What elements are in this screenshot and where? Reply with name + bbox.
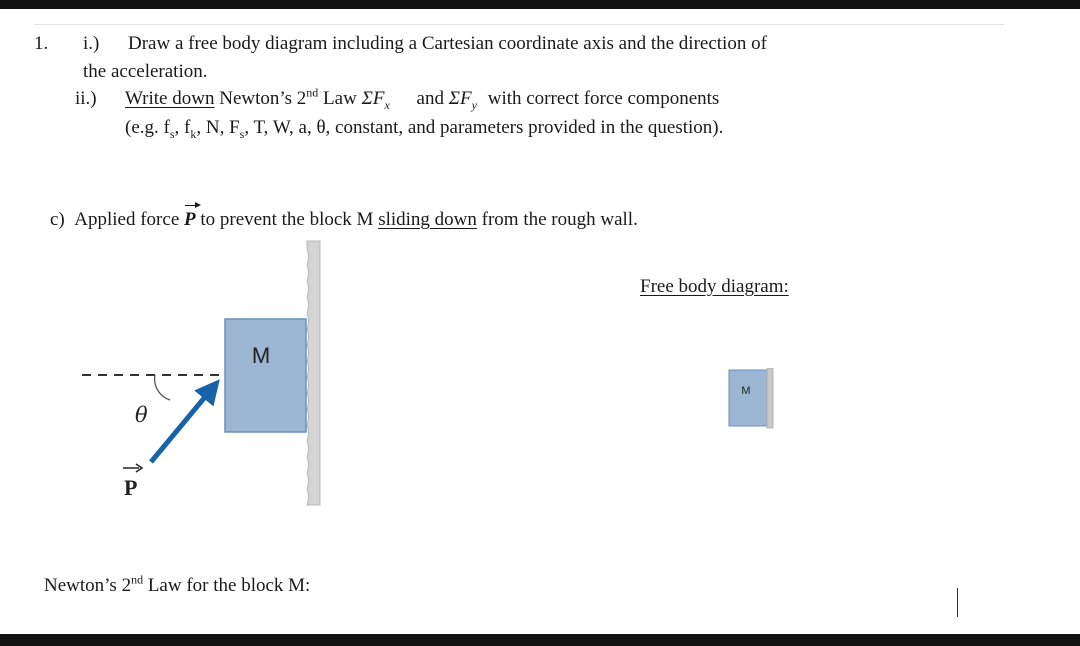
part-c-text: c) Applied force P to prevent the block M sliding down from the rough wall. (50, 209, 638, 230)
item-i-text: Draw a free body diagram including a Cartesian coordinate axis and the direction of (128, 33, 767, 54)
part-c-label: c) (50, 209, 65, 230)
fbd-block-diagram (727, 368, 777, 430)
sum-fx: $\Sigma F_x$ (361, 88, 390, 112)
block-m (225, 319, 306, 432)
fbd-wall (767, 368, 773, 428)
force-arrow-p (151, 385, 215, 462)
sum-fy: $\Sigma F_y$ (448, 88, 477, 112)
top-rule (34, 24, 1004, 25)
item-i-label: i.) (83, 33, 100, 54)
vector-p: P (184, 209, 196, 230)
top-bar (0, 0, 1080, 9)
block-m-label: M (251, 343, 271, 368)
fbd-block-label: M (741, 385, 751, 397)
item-ii-text: Write down Newton’s 2nd Law $\Sigma F_x$ and $\Sigma F_y$ with correct force components (125, 85, 720, 112)
fbd-title: Free body diagram: (640, 276, 789, 297)
text-cursor (957, 588, 958, 617)
rough-wall (307, 241, 320, 505)
write-down-underlined: Write down (125, 88, 215, 109)
fbd-block-m (729, 370, 767, 426)
sliding-down-underlined: sliding down (378, 209, 477, 230)
question-number: 1. (34, 33, 49, 54)
angle-arc (155, 375, 170, 400)
item-i-text-cont: the acceleration. (83, 61, 208, 82)
theta-label: θ (135, 403, 148, 427)
block-wall-diagram (60, 235, 360, 515)
newton-law-prompt: Newton’s 2nd Law for the block M: (44, 572, 311, 596)
bottom-bar (0, 634, 1080, 646)
item-ii-label: ii.) (75, 88, 97, 109)
item-ii-examples: (e.g. $f_s$, $f_k$, N, $F_s$, T, W, a, θ, constant, and parameters provided in the question). (125, 117, 724, 141)
p-label: P (124, 475, 138, 500)
